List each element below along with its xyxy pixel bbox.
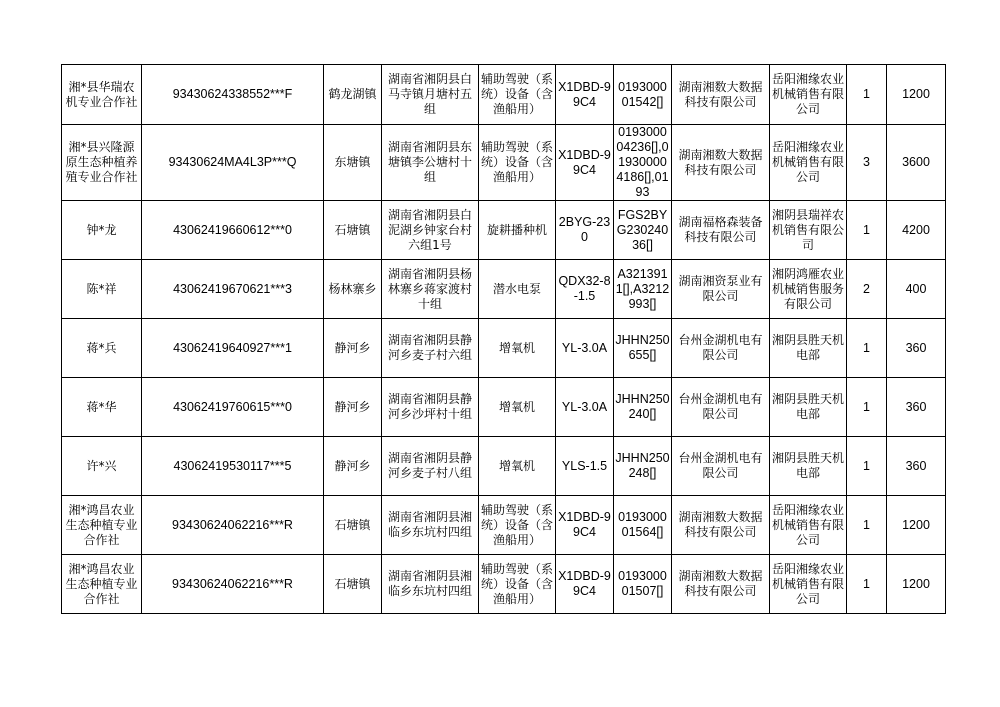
town-cell: 石塘镇	[324, 201, 382, 260]
model-cell: YL-3.0A	[556, 378, 614, 437]
serial-number-cell: 019300004236[],019300004186[],0193	[614, 125, 672, 201]
table-row	[62, 378, 946, 437]
buyer-name-cell: 湘*鸿昌农业生态种植专业合作社	[62, 555, 142, 614]
serial-number-cell: JHHN250248[]	[614, 437, 672, 496]
address-cell: 湖南省湘阴县静河乡麦子村八组	[382, 437, 479, 496]
subsidy-amount-cell: 400	[887, 260, 946, 319]
model-cell: 2BYG-230	[556, 201, 614, 260]
subsidy-table	[61, 64, 946, 614]
quantity-cell: 2	[847, 260, 887, 319]
town-cell: 东塘镇	[324, 125, 382, 201]
dealer-cell: 岳阳湘缘农业机械销售有限公司	[770, 496, 847, 555]
machine-type-cell: 辅助驾驶（系统）设备（含渔船用）	[479, 555, 556, 614]
quantity-cell: 1	[847, 319, 887, 378]
serial-number-cell: JHHN250240[]	[614, 378, 672, 437]
buyer-name-cell: 许*兴	[62, 437, 142, 496]
id-number-cell: 93430624062216***R	[142, 496, 324, 555]
manufacturer-cell: 湖南湘数大数据科技有限公司	[672, 125, 770, 201]
model-cell: X1DBD-99C4	[556, 65, 614, 125]
dealer-cell: 湘阴县胜天机电部	[770, 437, 847, 496]
manufacturer-cell: 湖南福格森装备科技有限公司	[672, 201, 770, 260]
machine-type-cell: 增氧机	[479, 437, 556, 496]
town-cell: 静河乡	[324, 378, 382, 437]
serial-number-cell: JHHN250655[]	[614, 319, 672, 378]
table-row	[62, 555, 946, 614]
quantity-cell: 1	[847, 378, 887, 437]
address-cell: 湖南省湘阴县湘临乡东坑村四组	[382, 496, 479, 555]
serial-number-cell: 019300001507[]	[614, 555, 672, 614]
town-cell: 静河乡	[324, 437, 382, 496]
address-cell: 湖南省湘阴县东塘镇李公塘村十组	[382, 125, 479, 201]
address-cell: 湖南省湘阴县静河乡沙坪村十组	[382, 378, 479, 437]
dealer-cell: 湘阴县胜天机电部	[770, 378, 847, 437]
machine-type-cell: 辅助驾驶（系统）设备（含渔船用）	[479, 125, 556, 201]
table-row	[62, 437, 946, 496]
subsidy-amount-cell: 1200	[887, 496, 946, 555]
serial-number-cell: FGS2BYG23024036[]	[614, 201, 672, 260]
machine-type-cell: 辅助驾驶（系统）设备（含渔船用）	[479, 65, 556, 125]
address-cell: 湖南省湘阴县湘临乡东坑村四组	[382, 555, 479, 614]
table-body	[62, 65, 946, 614]
manufacturer-cell: 湖南湘数大数据科技有限公司	[672, 65, 770, 125]
id-number-cell: 43062419660612***0	[142, 201, 324, 260]
buyer-name-cell: 蒋*华	[62, 378, 142, 437]
dealer-cell: 岳阳湘缘农业机械销售有限公司	[770, 555, 847, 614]
subsidy-amount-cell: 360	[887, 437, 946, 496]
id-number-cell: 93430624MA4L3P***Q	[142, 125, 324, 201]
buyer-name-cell: 钟*龙	[62, 201, 142, 260]
dealer-cell: 岳阳湘缘农业机械销售有限公司	[770, 65, 847, 125]
manufacturer-cell: 台州金湖机电有限公司	[672, 378, 770, 437]
subsidy-amount-cell: 1200	[887, 65, 946, 125]
manufacturer-cell: 台州金湖机电有限公司	[672, 319, 770, 378]
manufacturer-cell: 湖南湘数大数据科技有限公司	[672, 496, 770, 555]
model-cell: YL-3.0A	[556, 319, 614, 378]
machine-type-cell: 增氧机	[479, 319, 556, 378]
id-number-cell: 43062419530117***5	[142, 437, 324, 496]
model-cell: QDX32-8-1.5	[556, 260, 614, 319]
table-row	[62, 319, 946, 378]
id-number-cell: 43062419640927***1	[142, 319, 324, 378]
dealer-cell: 湘阴鸿雁农业机械销售服务有限公司	[770, 260, 847, 319]
buyer-name-cell: 湘*县华瑞农机专业合作社	[62, 65, 142, 125]
machine-type-cell: 增氧机	[479, 378, 556, 437]
address-cell: 湖南省湘阴县静河乡麦子村六组	[382, 319, 479, 378]
buyer-name-cell: 陈*祥	[62, 260, 142, 319]
town-cell: 石塘镇	[324, 555, 382, 614]
quantity-cell: 1	[847, 555, 887, 614]
table-row	[62, 65, 946, 125]
machine-type-cell: 辅助驾驶（系统）设备（含渔船用）	[479, 496, 556, 555]
model-cell: X1DBD-99C4	[556, 496, 614, 555]
quantity-cell: 1	[847, 201, 887, 260]
address-cell: 湖南省湘阴县白泥湖乡钟家台村六组1号	[382, 201, 479, 260]
buyer-name-cell: 蒋*兵	[62, 319, 142, 378]
table-row	[62, 201, 946, 260]
quantity-cell: 1	[847, 65, 887, 125]
manufacturer-cell: 台州金湖机电有限公司	[672, 437, 770, 496]
address-cell: 湖南省湘阴县白马寺镇月塘村五组	[382, 65, 479, 125]
town-cell: 静河乡	[324, 319, 382, 378]
quantity-cell: 1	[847, 437, 887, 496]
manufacturer-cell: 湖南湘数大数据科技有限公司	[672, 555, 770, 614]
serial-number-cell: A3213911[],A3212993[]	[614, 260, 672, 319]
model-cell: X1DBD-99C4	[556, 555, 614, 614]
table-row	[62, 260, 946, 319]
id-number-cell: 93430624062216***R	[142, 555, 324, 614]
dealer-cell: 岳阳湘缘农业机械销售有限公司	[770, 125, 847, 201]
model-cell: X1DBD-99C4	[556, 125, 614, 201]
subsidy-amount-cell: 1200	[887, 555, 946, 614]
id-number-cell: 43062419670621***3	[142, 260, 324, 319]
subsidy-amount-cell: 360	[887, 378, 946, 437]
buyer-name-cell: 湘*鸿昌农业生态种植专业合作社	[62, 496, 142, 555]
subsidy-amount-cell: 3600	[887, 125, 946, 201]
town-cell: 杨林寨乡	[324, 260, 382, 319]
machine-type-cell: 潜水电泵	[479, 260, 556, 319]
buyer-name-cell: 湘*县兴隆源原生态种植养殖专业合作社	[62, 125, 142, 201]
id-number-cell: 43062419760615***0	[142, 378, 324, 437]
subsidy-amount-cell: 4200	[887, 201, 946, 260]
town-cell: 鹤龙湖镇	[324, 65, 382, 125]
dealer-cell: 湘阴县瑞祥农机销售有限公司	[770, 201, 847, 260]
subsidy-amount-cell: 360	[887, 319, 946, 378]
town-cell: 石塘镇	[324, 496, 382, 555]
dealer-cell: 湘阴县胜天机电部	[770, 319, 847, 378]
machine-type-cell: 旋耕播种机	[479, 201, 556, 260]
id-number-cell: 93430624338552***F	[142, 65, 324, 125]
quantity-cell: 1	[847, 496, 887, 555]
manufacturer-cell: 湖南湘资泵业有限公司	[672, 260, 770, 319]
quantity-cell: 3	[847, 125, 887, 201]
address-cell: 湖南省湘阴县杨林寨乡蒋家渡村十组	[382, 260, 479, 319]
serial-number-cell: 019300001542[]	[614, 65, 672, 125]
table-row	[62, 125, 946, 201]
model-cell: YLS-1.5	[556, 437, 614, 496]
serial-number-cell: 019300001564[]	[614, 496, 672, 555]
table-row	[62, 496, 946, 555]
